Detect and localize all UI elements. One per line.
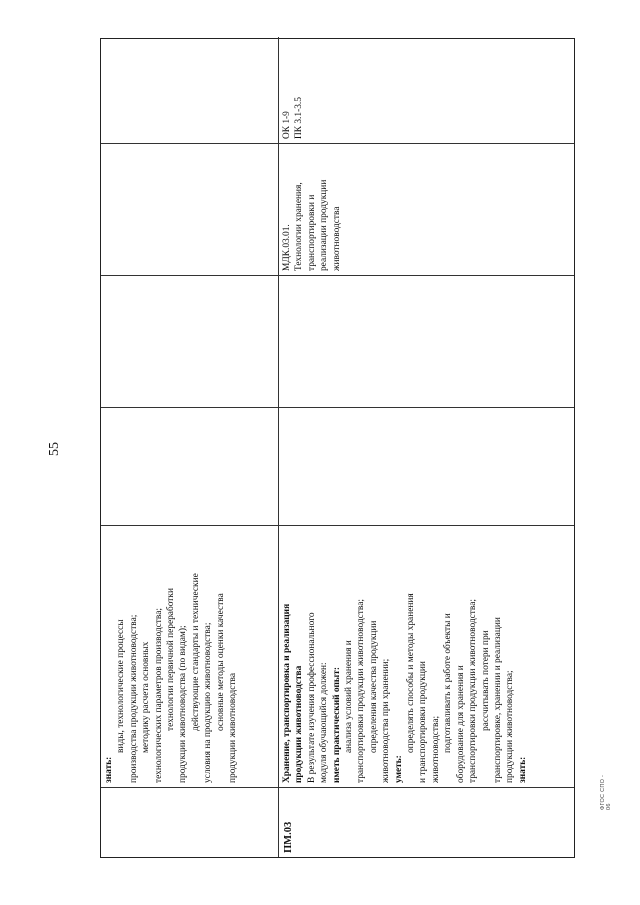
content-line: иметь практический опыт: [331, 667, 342, 783]
content-line: транспортировки продукции животноводства; [356, 599, 367, 783]
row2-content-cell [279, 525, 574, 787]
row1-col3-cell [101, 407, 279, 525]
content-line: уметь: [393, 755, 404, 783]
row2-col3-cell [279, 407, 574, 525]
content-line: действующие стандарты и технические [190, 573, 201, 731]
row1-code-cell [101, 787, 279, 857]
content-line: подготавливать к работе объекты и [443, 613, 454, 753]
cell-line: МДК.03.01. [282, 224, 292, 271]
cell-line: ОК 1-9 [282, 111, 292, 139]
content-line: оборудование для хранения и [455, 665, 466, 783]
content-line: продукции животноводства [294, 665, 305, 783]
content-line: определять способы и методы хранения [406, 593, 417, 753]
row1-content-cell [101, 525, 279, 787]
row1-col4-cell [101, 275, 279, 407]
content-line: условия на продукцию животноводства; [203, 622, 214, 783]
content-line: основные методы оценки качества [215, 593, 226, 731]
content-line: животноводства; [430, 715, 441, 783]
cell-line: реализации продукции [319, 179, 330, 271]
row2-mdk-cell [279, 143, 574, 275]
content-line: и транспортировки продукции [418, 661, 429, 783]
content-line: виды, технологические процессы [116, 619, 127, 753]
row2-col4-cell [279, 275, 574, 407]
content-line: продукции животноводства [228, 672, 239, 783]
row1-col6-cell [101, 37, 279, 143]
content-line: животноводства при хранении; [381, 658, 392, 783]
content-line: продукции животноводства (по видам); [178, 625, 189, 783]
row2-competencies-cell [279, 37, 574, 143]
content-line: рассчитывать потери при [480, 630, 491, 731]
rotated-table-frame [100, 38, 575, 858]
footer-code: ФГОС СПО - 06 [600, 774, 612, 810]
content-line: Хранение, транспортировка и реализация [282, 603, 292, 783]
content-line: модуля обучающийся должен: [319, 662, 330, 783]
content-line: анализа условий хранения и [344, 640, 355, 753]
page-number: 55 [47, 442, 62, 456]
content-line: знать: [517, 756, 528, 783]
content-line: методику расчета основных [141, 641, 152, 753]
row2-code-cell: ПМ.03 [279, 787, 574, 857]
row1-col5-cell [101, 143, 279, 275]
cell-line: Технологии хранения, [294, 182, 305, 271]
content-line: транспортировки продукции животноводства; [468, 599, 479, 783]
cell-line: животноводства [331, 206, 342, 271]
content-line: В результате изучения профессионального [306, 612, 317, 783]
cell-line: транспортировки и [306, 194, 317, 271]
content-line: технологических параметров производства; [153, 608, 164, 783]
content-line: знать: [104, 756, 114, 783]
curriculum-table [100, 38, 575, 858]
content-line: определения качества продукции [368, 620, 379, 753]
content-line: продукции животноводства; [505, 670, 516, 783]
cell-line: ПК 3.1-3.5 [294, 97, 305, 139]
content-line: транспортировке, хранении и реализации [492, 617, 503, 783]
content-line: технологии первичной переработки [166, 588, 177, 731]
content-line: производства продукции животноводства; [128, 614, 139, 783]
